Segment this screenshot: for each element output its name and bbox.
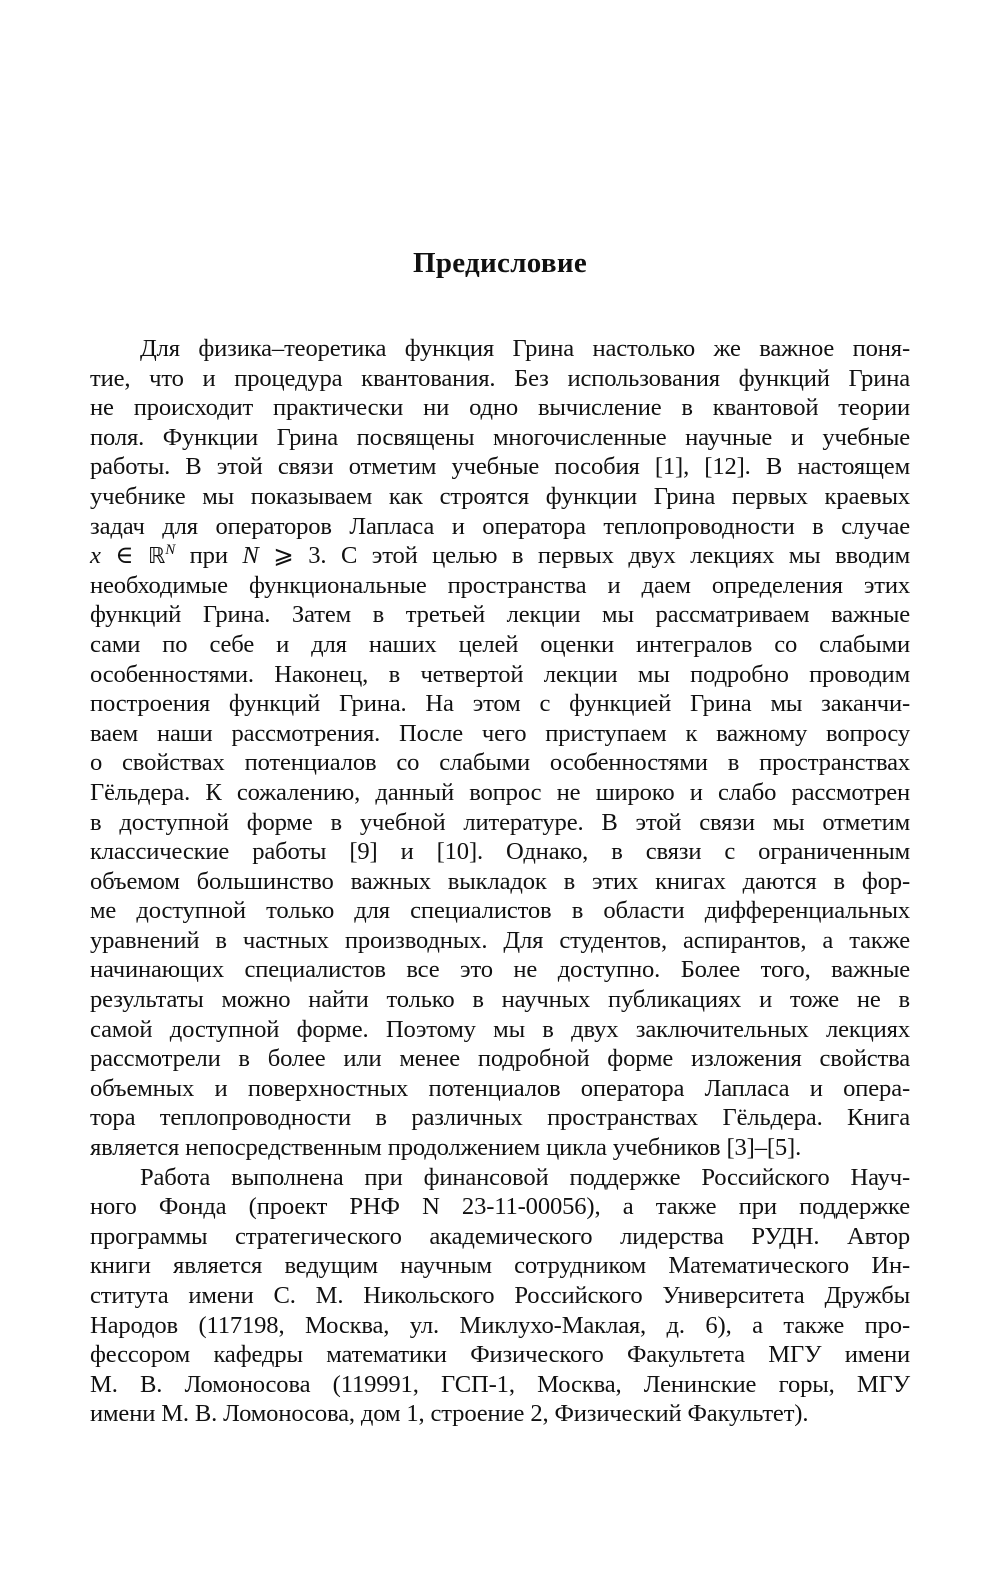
text-line: ваем наши рассмотрения. После чего приступаем к важному вопросу [90,719,910,747]
text-line: уравнений в частных производных. Для студентов, аспирантов, а также [90,926,910,954]
text-line: фессором кафедры математики Физического Факультета МГУ имени [90,1341,910,1369]
text-line: программы стратегического академического лидерства РУДН. Автор [90,1222,910,1250]
text-line: в доступной форме в учебной литературе. В этой связи мы отметим [90,808,910,836]
page-title: Предисловие [412,247,587,279]
text-line: функций Грина. Затем в третьей лекции мы рассматриваем важные [90,601,910,629]
text-line: Народов (117198, Москва, ул. Миклухо-Маклая, д. 6), а также про- [90,1311,910,1339]
text-line: не происходит практически ни одно вычисление в квантовой теории [90,394,910,422]
text-line: М. В. Ломоносова (119991, ГСП-1, Москва, Ленинские горы, МГУ [90,1370,910,1398]
line-text: С этой целью в первых двух лекциях мы вводим [340,542,911,570]
text-line: объемных и поверхностных потенциалов оператора Лапласа и опера- [90,1074,910,1102]
text-line: самой доступной форме. Поэтому мы в двух заключительных лекциях [90,1015,910,1043]
text-line: тие, что и процедура квантования. Без использования функций Грина [90,364,910,392]
text-line: рассмотрели в более или менее подробной форме изложения свойства [90,1045,910,1073]
text-line: построения функций Грина. На этом с функцией Грина мы заканчи- [90,690,910,718]
math-word: при [189,542,228,570]
text-line: учебнике мы показываем как строятся функции Грина первых краевых [90,482,910,510]
text-line: ститута имени С. М. Никольского Российского Университета Дружбы [90,1282,910,1309]
math-variable-x: x [90,542,101,570]
text-line: о свойствах потенциалов со слабыми особенностями в пространствах [90,749,910,777]
text-line: необходимые функциональные пространства и даем определения этих [90,571,910,599]
text-line: объемом большинство важных выкладок в этих книгах даются в фор- [90,867,910,895]
text-line: особенностями. Наконец, в четвертой лекции мы подробно проводим [90,660,910,688]
text-line: имени М. В. Ломоносова, дом 1, строение 2, Физический Факультет). [90,1400,809,1428]
text-line [90,541,910,571]
text-line: книги является ведущим научным сотрудником Математического Ин- [90,1252,910,1280]
text-line: Гёльдера. К сожалению, данный вопрос не широко и слабо рассмотрен [90,778,910,806]
body-text [90,334,910,1429]
text-line: тора теплопроводности в различных пространствах Гёльдера. Книга [90,1104,910,1132]
math-variable-n: N [242,542,259,570]
text-line: Работа выполнена при финансовой поддержке Российского Науч- [140,1163,910,1191]
math-number: 3. [308,542,327,570]
math-element-of: ∈ [115,542,134,570]
text-line: ного Фонда (проект РНФ N 23-11-00056), а также при поддержке [90,1193,910,1221]
text-line: ме доступной только для специалистов в области дифференциальных [90,897,910,925]
text-line: сами по себе и для наших целей оценки интегралов со слабыми [90,630,910,658]
text-line: является непосредственным продолжением цикла учебников [3]–[5]. [90,1134,802,1162]
text-line: задач для операторов Лапласа и оператора теплопроводности в случае [90,512,910,540]
math-exponent: N [165,542,176,559]
math-geq: ⩾ [273,542,294,570]
math-real-space: ℝ [147,544,166,570]
text-line: начинающих специалистов все это не доступно. Более того, важные [90,956,910,984]
text-line: классические работы [9] и [10]. Однако, в связи с ограниченным [90,838,910,866]
text-line: работы. В этой связи отметим учебные пособия [1], [12]. В настоящем [90,453,910,481]
text-line: результаты можно найти только в научных публикациях и тоже не в [90,986,910,1014]
text-line: Для физика–теоретика функция Грина настолько же важное поня- [140,335,910,362]
text-line: поля. Функции Грина посвящены многочисленные научные и учебные [90,423,910,451]
